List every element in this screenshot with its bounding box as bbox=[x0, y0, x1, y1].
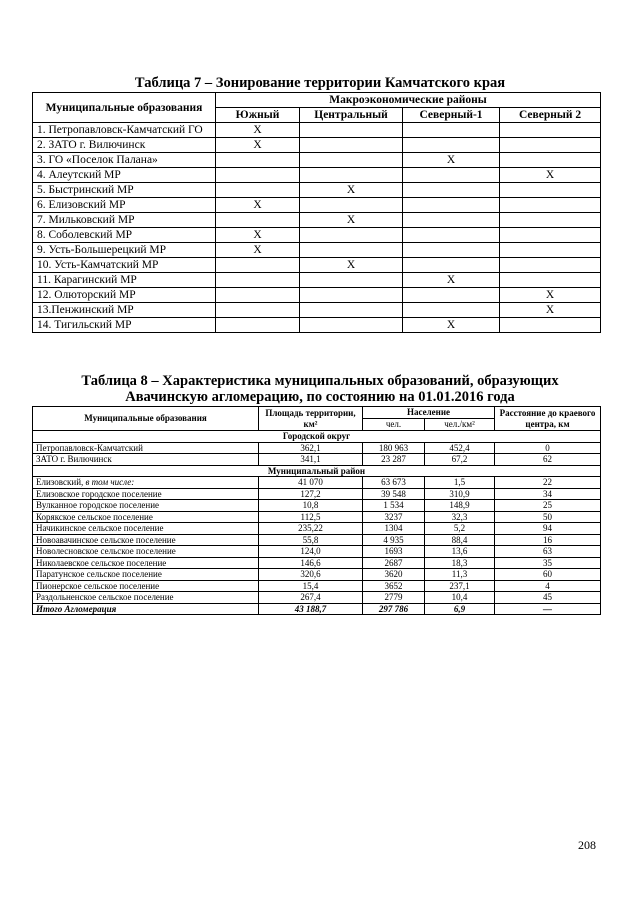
header-zone-south: Южный bbox=[216, 108, 300, 123]
zone-mark: X bbox=[500, 288, 601, 303]
zone-mark bbox=[300, 123, 403, 138]
table-row bbox=[33, 534, 601, 546]
section-row bbox=[33, 465, 601, 477]
table-row bbox=[33, 603, 601, 615]
cell-people: 2779 bbox=[363, 592, 425, 604]
table-row bbox=[33, 168, 601, 183]
zone-mark bbox=[216, 288, 300, 303]
zone-mark bbox=[216, 213, 300, 228]
zone-mark bbox=[403, 183, 500, 198]
cell-density: 237,1 bbox=[425, 580, 495, 592]
agglomeration-table bbox=[32, 406, 601, 615]
cell-dist: 60 bbox=[495, 569, 601, 581]
zone-mark: X bbox=[403, 273, 500, 288]
cell-name: Корякское сельское поселение bbox=[33, 511, 259, 523]
municipality-name: 9. Усть-Большерецкий МР bbox=[33, 243, 216, 258]
zone-mark: X bbox=[500, 303, 601, 318]
zone-mark bbox=[403, 198, 500, 213]
zone-mark bbox=[403, 138, 500, 153]
table-row bbox=[33, 213, 601, 228]
table-row bbox=[33, 442, 601, 454]
cell-dist: 16 bbox=[495, 534, 601, 546]
cell-name: Раздольненское сельское поселение bbox=[33, 592, 259, 604]
header-municipal: Муниципальные образования bbox=[33, 93, 216, 123]
zone-mark: X bbox=[216, 243, 300, 258]
cell-dist: 62 bbox=[495, 454, 601, 466]
cell-density: 1,5 bbox=[425, 477, 495, 489]
cell-name: Новоавачинское сельское поселение bbox=[33, 534, 259, 546]
zone-mark bbox=[300, 273, 403, 288]
zone-mark bbox=[403, 288, 500, 303]
cell-area: 362,1 bbox=[259, 442, 363, 454]
cell-area: 124,0 bbox=[259, 546, 363, 558]
cell-area: 43 188,7 bbox=[259, 603, 363, 615]
zone-mark bbox=[500, 228, 601, 243]
cell-name: Паратунское сельское поселение bbox=[33, 569, 259, 581]
cell-density: 88,4 bbox=[425, 534, 495, 546]
zone-mark bbox=[300, 153, 403, 168]
table-row bbox=[33, 198, 601, 213]
header-population: Население bbox=[363, 407, 495, 419]
municipality-name: 8. Соболевский МР bbox=[33, 228, 216, 243]
table-row bbox=[33, 288, 601, 303]
municipality-name: 7. Мильковский МР bbox=[33, 213, 216, 228]
table-row bbox=[33, 228, 601, 243]
zone-mark: X bbox=[216, 123, 300, 138]
cell-density: 310,9 bbox=[425, 488, 495, 500]
zone-mark bbox=[500, 318, 601, 333]
cell-name: Новолесновское сельское поселение bbox=[33, 546, 259, 558]
zone-mark bbox=[216, 153, 300, 168]
zone-mark: X bbox=[216, 138, 300, 153]
cell-name: Николаевское сельское поселение bbox=[33, 557, 259, 569]
zone-mark bbox=[216, 318, 300, 333]
zone-mark bbox=[500, 273, 601, 288]
section-urban: Городской округ bbox=[33, 431, 601, 443]
table-row bbox=[33, 454, 601, 466]
header-zone-north1: Северный-1 bbox=[403, 108, 500, 123]
cell-density: 5,2 bbox=[425, 523, 495, 535]
header-area: Площадь территории, км² bbox=[259, 407, 363, 431]
table-row bbox=[33, 123, 601, 138]
table-row bbox=[33, 243, 601, 258]
zone-mark bbox=[300, 198, 403, 213]
cell-dist: 45 bbox=[495, 592, 601, 604]
cell-dist: 94 bbox=[495, 523, 601, 535]
table8-title-line2: Авачинскую агломерацию, по состоянию на 01.01.2016 года bbox=[125, 389, 515, 405]
cell-dist: 34 bbox=[495, 488, 601, 500]
zone-mark bbox=[216, 168, 300, 183]
municipality-name: 6. Елизовский МР bbox=[33, 198, 216, 213]
zoning-table bbox=[32, 92, 601, 333]
table-row bbox=[33, 258, 601, 273]
table-row bbox=[33, 273, 601, 288]
table-row bbox=[33, 488, 601, 500]
section-row bbox=[33, 431, 601, 443]
cell-dist: 50 bbox=[495, 511, 601, 523]
cell-people: 297 786 bbox=[363, 603, 425, 615]
section-district: Муниципальный район bbox=[33, 465, 601, 477]
cell-people: 1304 bbox=[363, 523, 425, 535]
cell-name: Вулканное городское поселение bbox=[33, 500, 259, 512]
zone-mark bbox=[300, 168, 403, 183]
header-zone-central: Центральный bbox=[300, 108, 403, 123]
table-row bbox=[33, 523, 601, 535]
cell-name: Итого Агломерация bbox=[33, 603, 259, 615]
district-name: Елизовский, bbox=[36, 477, 86, 487]
table-row bbox=[33, 500, 601, 512]
table8-title-line1: Таблица 8 – Характеристика муниципальных образований, образующих bbox=[81, 373, 559, 389]
cell-dist: 25 bbox=[495, 500, 601, 512]
municipality-name: 10. Усть-Камчатский МР bbox=[33, 258, 216, 273]
cell-area: 127,2 bbox=[259, 488, 363, 500]
cell-area: 15,4 bbox=[259, 580, 363, 592]
cell-density: 18,3 bbox=[425, 557, 495, 569]
zone-mark bbox=[300, 303, 403, 318]
municipality-name: 14. Тигильский МР bbox=[33, 318, 216, 333]
municipality-name: 5. Быстринский МР bbox=[33, 183, 216, 198]
table8-title bbox=[28, 373, 612, 405]
header-pop-people: чел. bbox=[363, 419, 425, 431]
table-row bbox=[33, 592, 601, 604]
zone-mark bbox=[500, 213, 601, 228]
cell-density: 6,9 bbox=[425, 603, 495, 615]
zone-mark: X bbox=[403, 318, 500, 333]
municipality-name: 13.Пенжинский МР bbox=[33, 303, 216, 318]
table-row bbox=[33, 318, 601, 333]
zone-mark bbox=[300, 243, 403, 258]
cell-people: 3237 bbox=[363, 511, 425, 523]
cell-name: Пионерское сельское поселение bbox=[33, 580, 259, 592]
cell-people: 180 963 bbox=[363, 442, 425, 454]
municipality-name: 4. Алеутский МР bbox=[33, 168, 216, 183]
zone-mark bbox=[300, 288, 403, 303]
header-distance: Расстояние до краевого центра, км bbox=[495, 407, 601, 431]
cell-density: 67,2 bbox=[425, 454, 495, 466]
table-row bbox=[33, 511, 601, 523]
zone-mark bbox=[500, 123, 601, 138]
zone-mark: X bbox=[300, 213, 403, 228]
zone-mark bbox=[216, 258, 300, 273]
table-row bbox=[33, 546, 601, 558]
header-macro: Макроэкономические районы bbox=[216, 93, 601, 108]
cell-area: 146,6 bbox=[259, 557, 363, 569]
header-municipal: Муниципальные образования bbox=[33, 407, 259, 431]
cell-density: 148,9 bbox=[425, 500, 495, 512]
header-pop-density: чел./км² bbox=[425, 419, 495, 431]
cell-dist: 22 bbox=[495, 477, 601, 489]
table-row bbox=[33, 569, 601, 581]
cell-people: 1 534 bbox=[363, 500, 425, 512]
cell-name bbox=[33, 477, 259, 489]
zone-mark bbox=[300, 138, 403, 153]
table7-title: Таблица 7 – Зонирование территории Камчатского края bbox=[134, 75, 506, 91]
zone-mark: X bbox=[216, 228, 300, 243]
cell-density: 10,4 bbox=[425, 592, 495, 604]
cell-dist: 4 bbox=[495, 580, 601, 592]
cell-area: 10,8 bbox=[259, 500, 363, 512]
district-name-suffix: в том числе: bbox=[85, 477, 135, 487]
cell-area: 55,8 bbox=[259, 534, 363, 546]
zone-mark bbox=[216, 303, 300, 318]
table-row bbox=[33, 138, 601, 153]
zone-mark: X bbox=[500, 168, 601, 183]
zone-mark bbox=[500, 183, 601, 198]
zone-mark bbox=[300, 318, 403, 333]
cell-people: 63 673 bbox=[363, 477, 425, 489]
cell-density: 13,6 bbox=[425, 546, 495, 558]
zone-mark bbox=[403, 258, 500, 273]
cell-area: 235,22 bbox=[259, 523, 363, 535]
cell-area: 341,1 bbox=[259, 454, 363, 466]
cell-people: 4 935 bbox=[363, 534, 425, 546]
table-row bbox=[33, 477, 601, 489]
zone-mark bbox=[403, 243, 500, 258]
table-row bbox=[33, 557, 601, 569]
header-zone-north2: Северный 2 bbox=[500, 108, 601, 123]
cell-dist: 63 bbox=[495, 546, 601, 558]
municipality-name: 2. ЗАТО г. Вилючинск bbox=[33, 138, 216, 153]
cell-dist: — bbox=[495, 603, 601, 615]
cell-people: 23 287 bbox=[363, 454, 425, 466]
zone-mark bbox=[500, 153, 601, 168]
cell-area: 267,4 bbox=[259, 592, 363, 604]
cell-density: 11,3 bbox=[425, 569, 495, 581]
cell-area: 112,5 bbox=[259, 511, 363, 523]
cell-name: ЗАТО г. Вилючинск bbox=[33, 454, 259, 466]
municipality-name: 12. Олюторский МР bbox=[33, 288, 216, 303]
zone-mark bbox=[403, 168, 500, 183]
zone-mark bbox=[403, 213, 500, 228]
cell-name: Начикинское сельское поселение bbox=[33, 523, 259, 535]
cell-name: Петропавловск-Камчатский bbox=[33, 442, 259, 454]
zone-mark: X bbox=[216, 198, 300, 213]
table-row bbox=[33, 153, 601, 168]
cell-density: 452,4 bbox=[425, 442, 495, 454]
zone-mark: X bbox=[300, 183, 403, 198]
cell-density: 32,3 bbox=[425, 511, 495, 523]
cell-people: 1693 bbox=[363, 546, 425, 558]
zone-mark: X bbox=[300, 258, 403, 273]
municipality-name: 1. Петропавловск-Камчатский ГО bbox=[33, 123, 216, 138]
zone-mark bbox=[500, 138, 601, 153]
zone-mark bbox=[300, 228, 403, 243]
zone-mark bbox=[500, 243, 601, 258]
cell-people: 3620 bbox=[363, 569, 425, 581]
zone-mark bbox=[403, 228, 500, 243]
cell-people: 2687 bbox=[363, 557, 425, 569]
table-row bbox=[33, 303, 601, 318]
zone-mark bbox=[403, 123, 500, 138]
cell-name: Елизовское городское поселение bbox=[33, 488, 259, 500]
zone-mark bbox=[403, 303, 500, 318]
cell-people: 39 548 bbox=[363, 488, 425, 500]
cell-people: 3652 bbox=[363, 580, 425, 592]
cell-area: 41 070 bbox=[259, 477, 363, 489]
municipality-name: 3. ГО «Поселок Палана» bbox=[33, 153, 216, 168]
table-row bbox=[33, 580, 601, 592]
cell-dist: 0 bbox=[495, 442, 601, 454]
cell-dist: 35 bbox=[495, 557, 601, 569]
zone-mark bbox=[500, 198, 601, 213]
zone-mark bbox=[500, 258, 601, 273]
page-number: 208 bbox=[578, 838, 596, 852]
zone-mark bbox=[216, 273, 300, 288]
zone-mark bbox=[216, 183, 300, 198]
cell-area: 320,6 bbox=[259, 569, 363, 581]
zone-mark: X bbox=[403, 153, 500, 168]
table-row bbox=[33, 183, 601, 198]
municipality-name: 11. Карагинский МР bbox=[33, 273, 216, 288]
